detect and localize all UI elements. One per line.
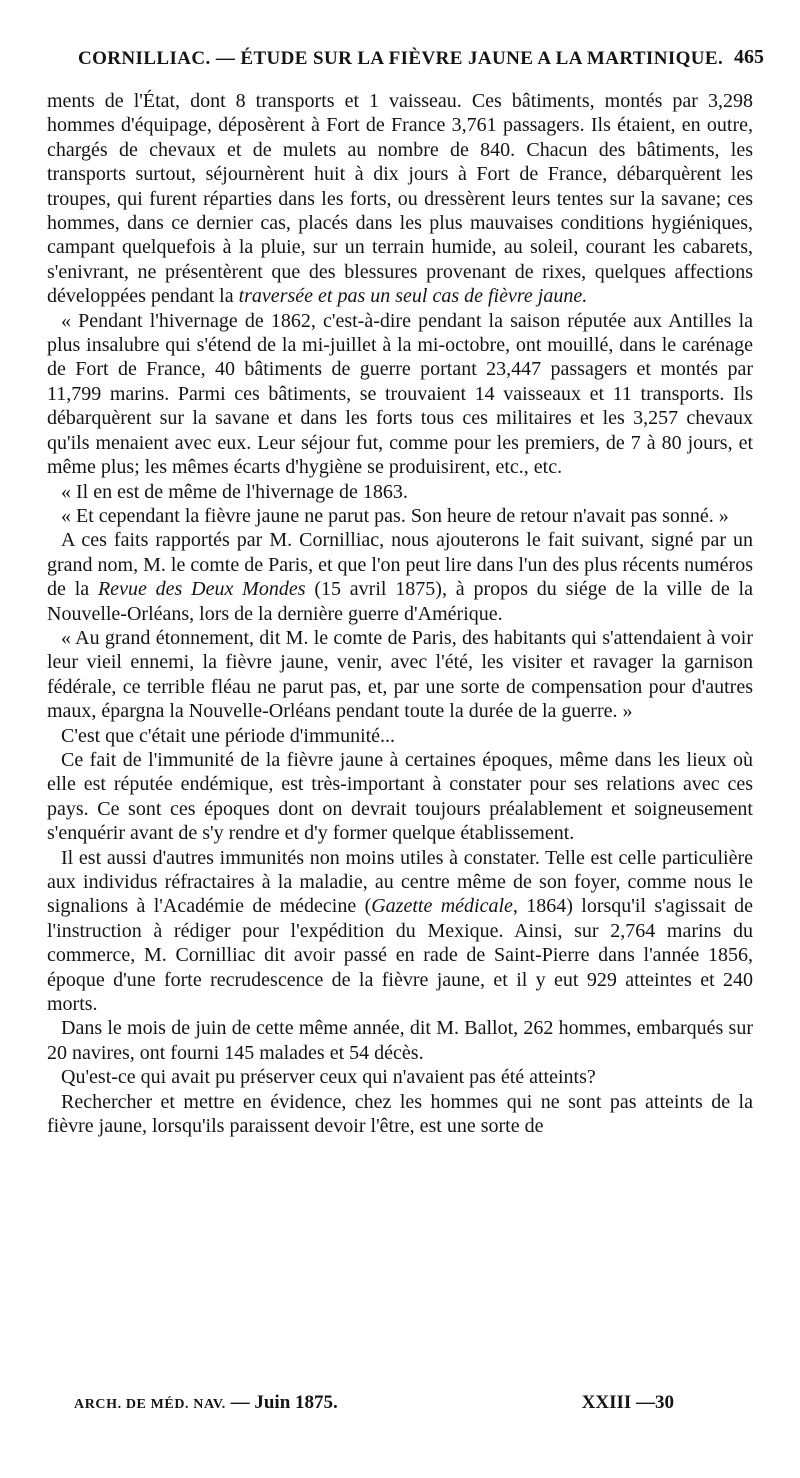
paragraph-5-text-a: A ces faits rapportés par M. Cornilliac, nous ajouterons le fait suivant, signé par un grand nom, M. le comte de Paris, et que l'on peut lire dans l'un des plus récents numéros de la — [47, 529, 753, 601]
paragraph-1-italic: traversée et pas un seul cas de fièvre jaune. — [238, 285, 588, 308]
paragraph-1 — [47, 89, 753, 309]
footer-journal-name: ARCH. DE MÉD. NAV. — [74, 1397, 226, 1412]
page-number: 465 — [734, 46, 764, 68]
paragraph-1-text: ments de l'État, dont 8 transports et 1 vaisseau. Ces bâtiments, montés par 3,298 hommes d'équipage, déposèrent à Fort de France 3,761 passagers. Ils étaient, en outre, chargés de chevaux et de mulets au nombre de 840. Chacun des bâtiments, les transports surtout, séjournèrent huit à dix jours à Fort de France, débarquèrent les troupes, qui furent réparties dans les forts, ou dressèrent leurs tentes sur la savane; ces hommes, dans ce dernier cas, placés dans les plus mauvaises conditions hygiéniques, campant quelquefois à la pluie, sur un terrain humide, au soleil, courant les cabarets, s'enivrant, ne présentèrent que des blessures provenant de rixes, quelques affections développées pendant la — [47, 90, 753, 308]
paragraph-2: « Pendant l'hivernage de 1862, c'est-à-dire pendant la saison réputée aux Antilles la plus insalubre qui s'étend de la mi-juillet à la mi-octobre, ont mouillé, dans le carénage de Fort de France, 40 bâtiments de guerre portant 23,447 passagers et montés par 11,799 marins. Parmi ces bâtiments, se trouvaient 14 vaisseaux et 11 transports. Ils débarquèrent sur la savane et dans les forts tous ces militaires et les 3,257 chevaux qu'ils menaient avec eux. Leur séjour fut, comme pour les premiers, de 7 à 80 jours, et même plus; les mêmes écarts d'hygiène se produisirent, etc., etc. — [47, 309, 753, 479]
paragraph-8: Ce fait de l'immunité de la fièvre jaune à certaines époques, même dans les lieux où elle est réputée endémique, est très-important à constater pour ses relations avec ces pays. Ce sont ces époques dont on devrait toujours préalablement et soigneusement s'enquérir avant de s'y rendre et d'y former quelque établissement. — [47, 748, 753, 845]
paragraph-12: Rechercher et mettre en évidence, chez les hommes qui ne sont pas atteints de la fièvre jaune, lorsqu'ils paraissent devoir l'être, est une sorte de — [47, 1090, 753, 1138]
running-title: CORNILLIAC. — ÉTUDE SUR LA FIÈVRE JAUNE A LA MARTINIQUE. — [78, 48, 724, 69]
paragraph-9-text-a: Il est aussi d'autres immunités non moins utiles à constater. Telle est celle particulière aux individus réfractaires à la maladie, au centre même de son foyer, comme nous le signalions à l'Académie de médecine ( — [47, 846, 753, 918]
footer-date: — Juin 1875. — [230, 1392, 338, 1413]
footer-journal — [74, 1392, 338, 1414]
journal-title: Revue des Deux Mondes — [97, 578, 306, 601]
paragraph-5 — [47, 528, 753, 626]
paragraph-3: « Il en est de même de l'hivernage de 1863. — [61, 480, 408, 503]
paragraph-9-text-b: , 1864) lorsqu'il s'agissait de l'instruction à rédiger pour l'expédition du Mexique. Ainsi, sur 2,764 marins du commerce, M. Cornilliac dit avoir passé en rade de Saint-Pierre dans l'année 1856, époque d'une forte recrudescence de la fièvre jaune, et il y eut 929 atteintes et 240 morts. — [47, 895, 754, 1016]
paragraph-6: « Au grand étonnement, dit M. le comte de Paris, des habitants qui s'attendaient à voir leur vieil ennemi, la fièvre jaune, venir, avec l'été, les visiter et ravager la garnison fédérale, ce terrible fléau ne parut pas, et, par une sorte de compensation pour d'autres maux, épargna la Nouvelle-Orléans pendant toute la durée de la guerre. » — [47, 626, 753, 723]
paragraph-5-text-b: (15 avril 1875), à propos du siége de la ville de la Nouvelle-Orléans, lors de la dernière guerre d'Amérique. — [47, 578, 753, 625]
body-text — [47, 89, 753, 1138]
paragraph-10: Dans le mois de juin de cette même année, dit M. Ballot, 262 hommes, embarqués sur 20 navires, ont fourni 145 malades et 54 décès. — [47, 1017, 753, 1064]
paragraph-9 — [47, 846, 753, 1017]
page-footer — [74, 1392, 694, 1418]
paragraph-11: Qu'est-ce qui avait pu préserver ceux qui n'avaient pas été atteints? — [61, 1066, 596, 1089]
gazette-title: Gazette médicale — [371, 895, 513, 918]
footer-signature: XXIII —30 — [581, 1392, 674, 1413]
running-head — [60, 46, 764, 74]
paragraph-7: C'est que c'était une période d'immunité... — [61, 724, 396, 747]
paragraph-4: « Et cependant la fièvre jaune ne parut pas. Son heure de retour n'avait pas sonné. » — [61, 504, 729, 527]
